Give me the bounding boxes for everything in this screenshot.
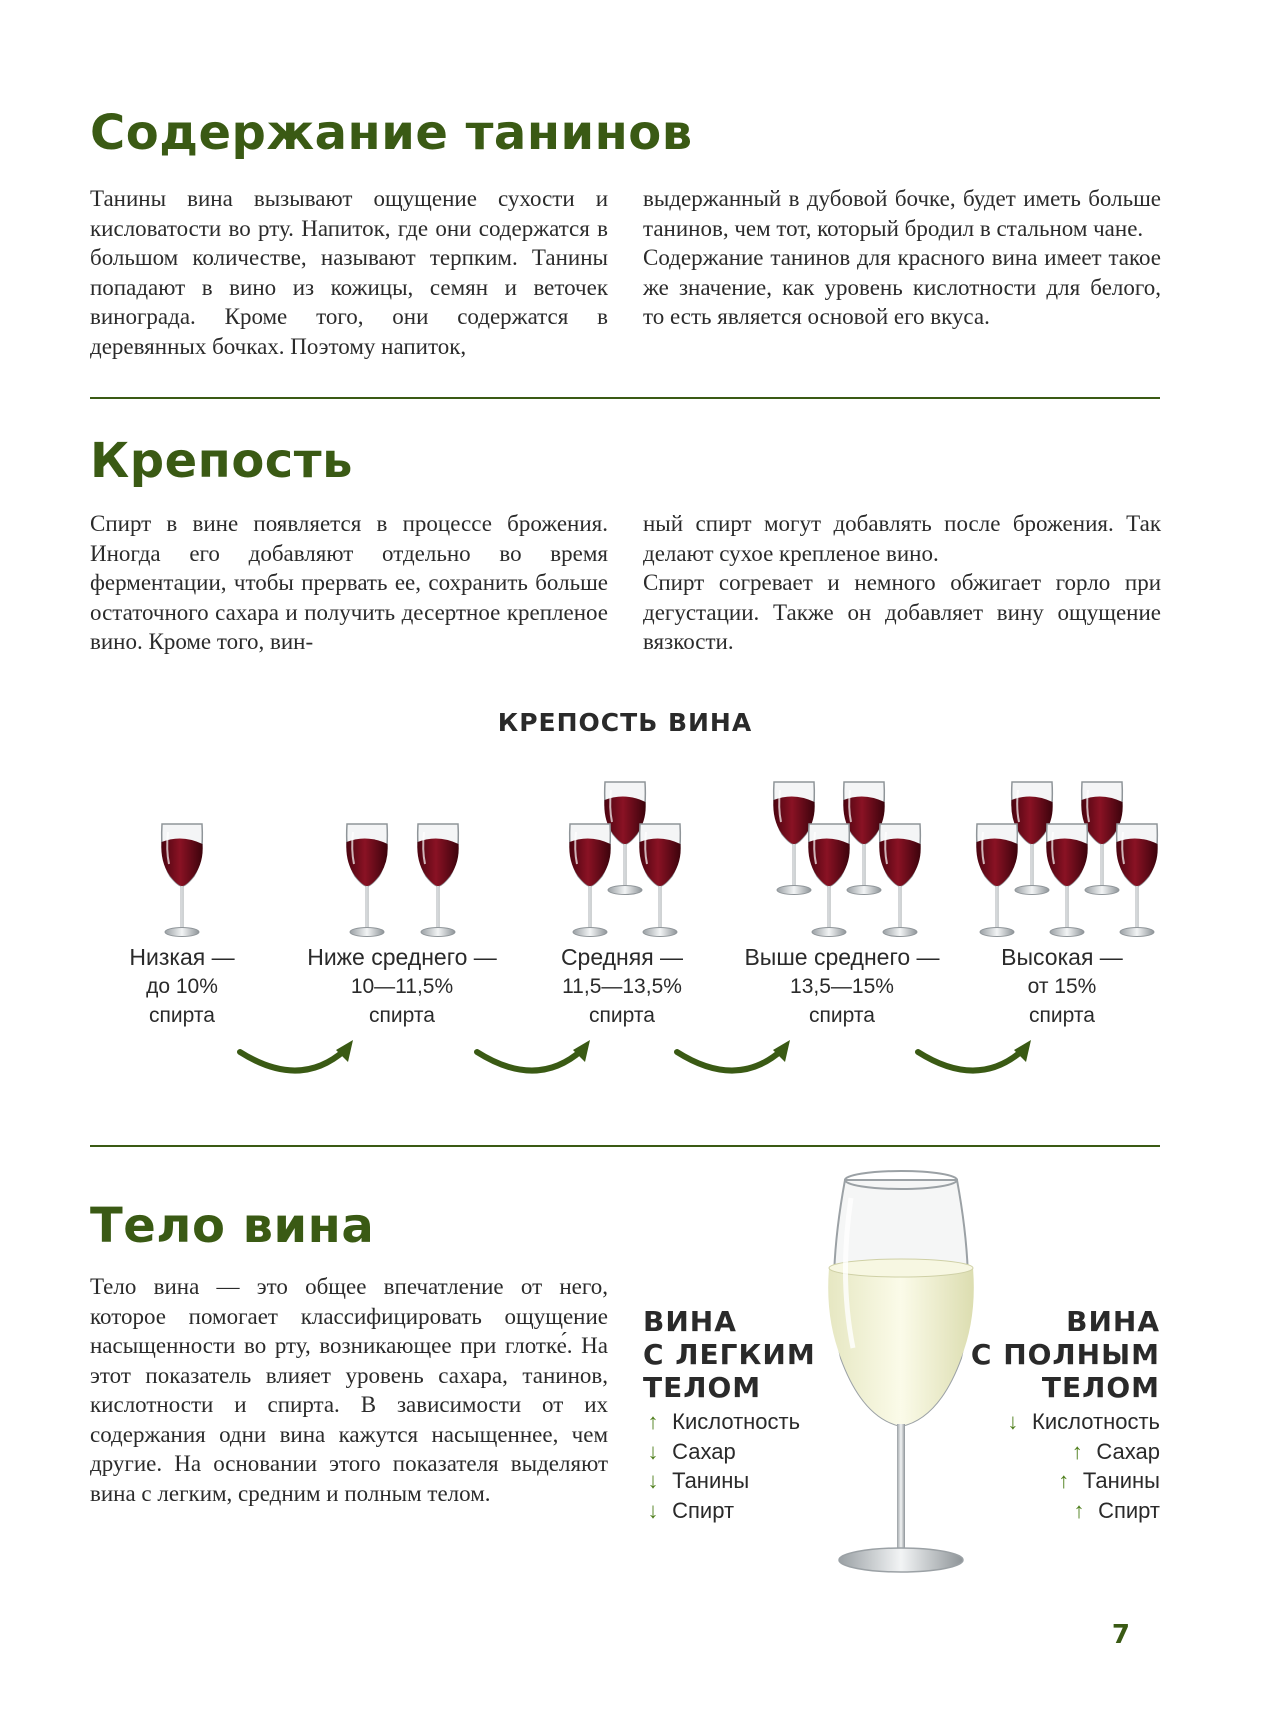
level-name: Выше среднего — (744, 944, 940, 970)
page-number: 7 (1111, 1620, 1130, 1650)
progression-arrows (0, 1030, 1270, 1110)
light-title-line: ВИНА (643, 1305, 737, 1338)
wine-glass-icon (879, 824, 920, 937)
full-body-title (971, 1305, 1160, 1404)
arrow-down-icon: ↓ (647, 1468, 659, 1493)
factor-label: Кислотность (1032, 1409, 1160, 1434)
factor-label: Сахар (672, 1438, 736, 1464)
factor-row (1000, 1496, 1160, 1526)
strength-level-5 (942, 943, 1182, 1030)
tannins-column-2 (643, 184, 1161, 332)
factor-row (1000, 1407, 1160, 1437)
arrow-down-icon: ↓ (1007, 1409, 1019, 1434)
divider-1 (90, 397, 1160, 399)
strength-level-2 (282, 943, 522, 1030)
strength-heading: Крепость (90, 433, 353, 489)
curved-arrow-icon (477, 1050, 582, 1071)
curved-arrow-icon (677, 1050, 782, 1071)
wine-glass-icon (1116, 824, 1157, 937)
light-body-title (643, 1305, 816, 1404)
factor-label: Спирт (672, 1497, 735, 1523)
strength-column-1 (90, 509, 608, 657)
tannins-column-1 (90, 184, 608, 361)
level-name: Средняя — (560, 944, 684, 970)
arrow-up-icon: ↑ (1071, 1438, 1083, 1464)
curved-arrow-icon (918, 1050, 1023, 1071)
wine-glass-icon (1046, 824, 1087, 937)
factor-row (640, 1496, 800, 1526)
arrow-up-icon: ↑ (1073, 1497, 1085, 1523)
factor-row (1000, 1437, 1160, 1467)
factor-label: Сахар (1096, 1438, 1160, 1464)
wine-glass-icon (346, 824, 387, 937)
divider-2 (90, 1145, 1160, 1147)
level-range: 10—11,5% (350, 975, 454, 998)
strength-text-3: Спирт согревает и немного обжигает горло при дегустации. Также он добавляет вину ощущение вязкости. (643, 570, 1161, 654)
curved-arrow-icon (240, 1050, 345, 1071)
level-name: Высокая — (1001, 944, 1123, 970)
wine-glass-icon (808, 824, 849, 937)
full-title-line: С ПОЛНЫМ (970, 1338, 1160, 1371)
level-unit: спирта (149, 1004, 215, 1027)
arrow-up-icon: ↑ (1058, 1468, 1070, 1493)
level-range: до 10% (146, 975, 218, 998)
arrow-up-icon: ↑ (647, 1409, 659, 1434)
strength-text-2: ный спирт могут добавлять после брожения. Так делают сухое крепленое вино. (643, 511, 1161, 566)
level-unit: спирта (369, 1004, 435, 1027)
strength-level-3 (502, 943, 742, 1030)
level-unit: спирта (1029, 1004, 1095, 1027)
level-unit: спирта (809, 1004, 875, 1027)
factor-label: Спирт (1098, 1497, 1160, 1523)
wine-glass-icon (569, 824, 610, 937)
tannins-text-2: выдержанный в дубовой бочке, будет иметь больше танинов, чем тот, который бродил в стальном чане. (643, 186, 1161, 241)
factor-row (640, 1437, 800, 1467)
factor-row (1000, 1466, 1160, 1496)
factor-label: Танины (672, 1468, 750, 1493)
level-name: Низкая — (129, 944, 235, 970)
level-range: 11,5—13,5% (562, 975, 682, 998)
tannins-text-1: Танины вина вызывают ощущение сухости и кисловатости во рту. Напиток, где они содержатся в большом количестве, называют терпким. Танины попадают в вино из кожицы, семян и веточек винограда. Кроме того, они содержатся в деревянных бочках. Поэтому напиток, (90, 186, 608, 359)
strength-level-1 (62, 943, 302, 1030)
arrow-down-icon: ↓ (647, 1438, 659, 1464)
full-title-line: ТЕЛОМ (1041, 1371, 1160, 1404)
light-title-line: ТЕЛОМ (643, 1371, 762, 1404)
factor-label: Кислотность (672, 1409, 801, 1434)
full-body-factors (1000, 1407, 1160, 1525)
chart-title: КРЕПОСТЬ ВИНА (497, 708, 753, 737)
body-text: Тело вина — это общее впечатление от него, которое помогает классифицировать ощущение насыщенности во рту, возникающее при глотке́. На этот показатель влияет уровень сахара, танинов, кислотности и спирта. В зависимости от их содержания одни вина кажутся насыщеннее, чем другие. На основании этого показателя выделяют вина с легким, средним и полным телом. (90, 1274, 608, 1506)
strength-column-2 (643, 509, 1161, 657)
level-range: 13,5—15% (790, 975, 894, 998)
tannins-text-3: Содержание танинов для красного вина имеет такое же значение, как уровень кислотности для белого, то есть является основой его вкуса. (643, 245, 1161, 329)
factor-row (640, 1466, 800, 1496)
tannins-heading: Содержание танинов (90, 105, 693, 161)
wine-glass-icon (639, 824, 680, 937)
body-text-column (90, 1272, 608, 1508)
level-name: Ниже среднего — (307, 944, 497, 970)
arrow-down-icon: ↓ (647, 1497, 659, 1523)
factor-label: Танины (1082, 1468, 1160, 1493)
factor-row (640, 1407, 800, 1437)
wine-glass-icon (976, 824, 1017, 937)
wine-glasses-illustration (0, 770, 1270, 970)
wine-glass-icon (417, 824, 458, 937)
strength-level-4 (722, 943, 962, 1030)
wine-glass-icon (161, 824, 202, 937)
light-body-factors (640, 1407, 800, 1525)
level-range: от 15% (1027, 975, 1097, 998)
light-title-line: С ЛЕГКИМ (643, 1338, 816, 1371)
body-heading: Тело вина (90, 1198, 375, 1254)
strength-text-1: Спирт в вине появляется в процессе брожения. Иногда его добавляют отдельно во время ферментации, чтобы прервать ее, сохранить больше остаточного сахара и получить десертное крепленое вино. Кроме того, вин- (90, 511, 608, 654)
full-title-line: ВИНА (1066, 1305, 1160, 1338)
level-unit: спирта (589, 1004, 655, 1027)
